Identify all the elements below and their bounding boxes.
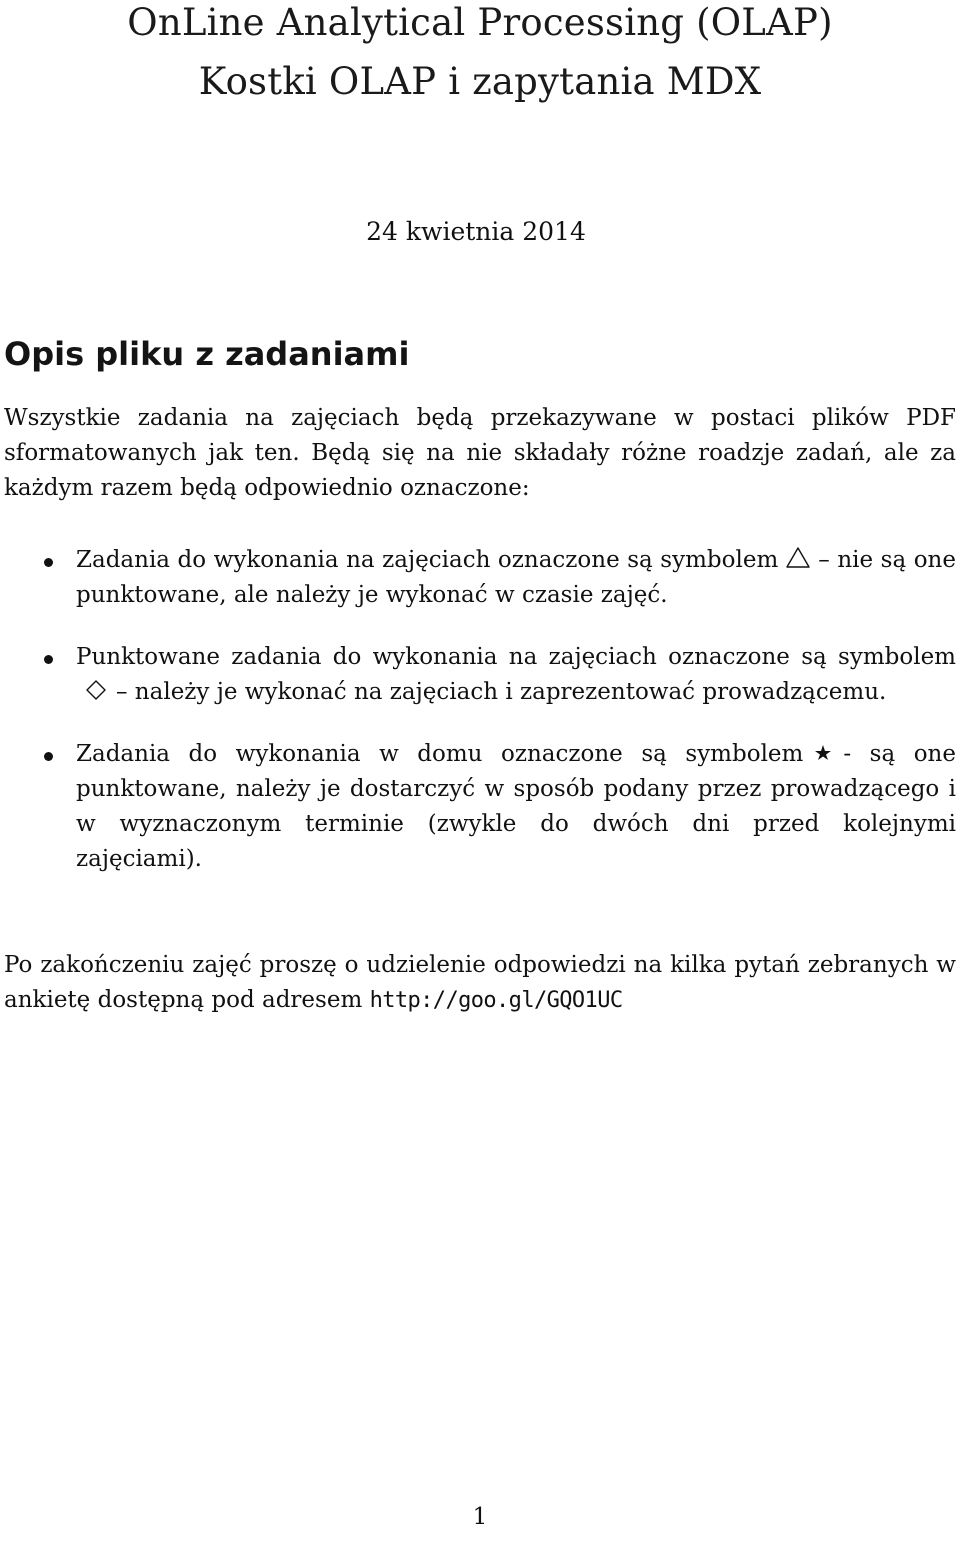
list-item-text-before: Zadania do wykonania w domu oznaczone są symbolem xyxy=(76,741,804,767)
bullet-icon xyxy=(44,752,53,761)
survey-link[interactable]: http://goo.gl/GQO1UC xyxy=(369,988,623,1013)
document-title-line-1: OnLine Analytical Processing (OLAP) xyxy=(127,1,833,44)
bullet-icon xyxy=(44,558,53,567)
triangle-icon xyxy=(784,545,812,571)
document-date xyxy=(0,212,952,252)
list-item xyxy=(0,640,956,710)
task-type-list xyxy=(0,543,960,877)
list-item-text-before: Zadania do wykonania na zajęciach oznaczone są symbolem xyxy=(76,547,779,573)
section-heading: Opis pliku z zadaniami xyxy=(4,335,410,373)
closing-paragraph xyxy=(4,948,956,1018)
document-title-line-2: Kostki OLAP i zapytania MDX xyxy=(198,60,762,103)
list-item-text-after: - są one punktowane, należy je dostarczyć w sposób podany przez prowadzącego i w wyznaczonym terminie (zwykle do dwóch dni przed kolejnymi zajęciami). xyxy=(76,741,956,872)
star-icon xyxy=(809,739,837,765)
page-number: 1 xyxy=(472,1504,488,1530)
list-item-text-after: – nie są one punktowane, ale należy je wykonać w czasie zajęć. xyxy=(76,547,956,608)
closing-paragraph-text: Po zakończeniu zajęć proszę o udzielenie odpowiedzi na kilka pytań zebranych w ankietę dostępną pod adresem xyxy=(4,952,956,1013)
list-item-text-before: Punktowane zadania do wykonania na zajęciach oznaczone są symbolem xyxy=(76,644,956,670)
intro-paragraph: Wszystkie zadania na zajęciach będą przekazywane w postaci plików PDF sformatowanych jak ten. Będą się na nie składały różne roadzje zadań, ale za każdym razem będą odpowiednio oznaczone: xyxy=(4,405,956,501)
list-item xyxy=(0,737,956,877)
document-date-text: 24 kwietnia 2014 xyxy=(366,217,586,246)
diamond-icon xyxy=(82,677,110,703)
list-item-text-after: – należy je wykonać na zajęciach i zaprezentować prowadzącemu. xyxy=(116,679,887,705)
bullet-icon xyxy=(44,655,53,664)
list-item xyxy=(0,543,956,613)
